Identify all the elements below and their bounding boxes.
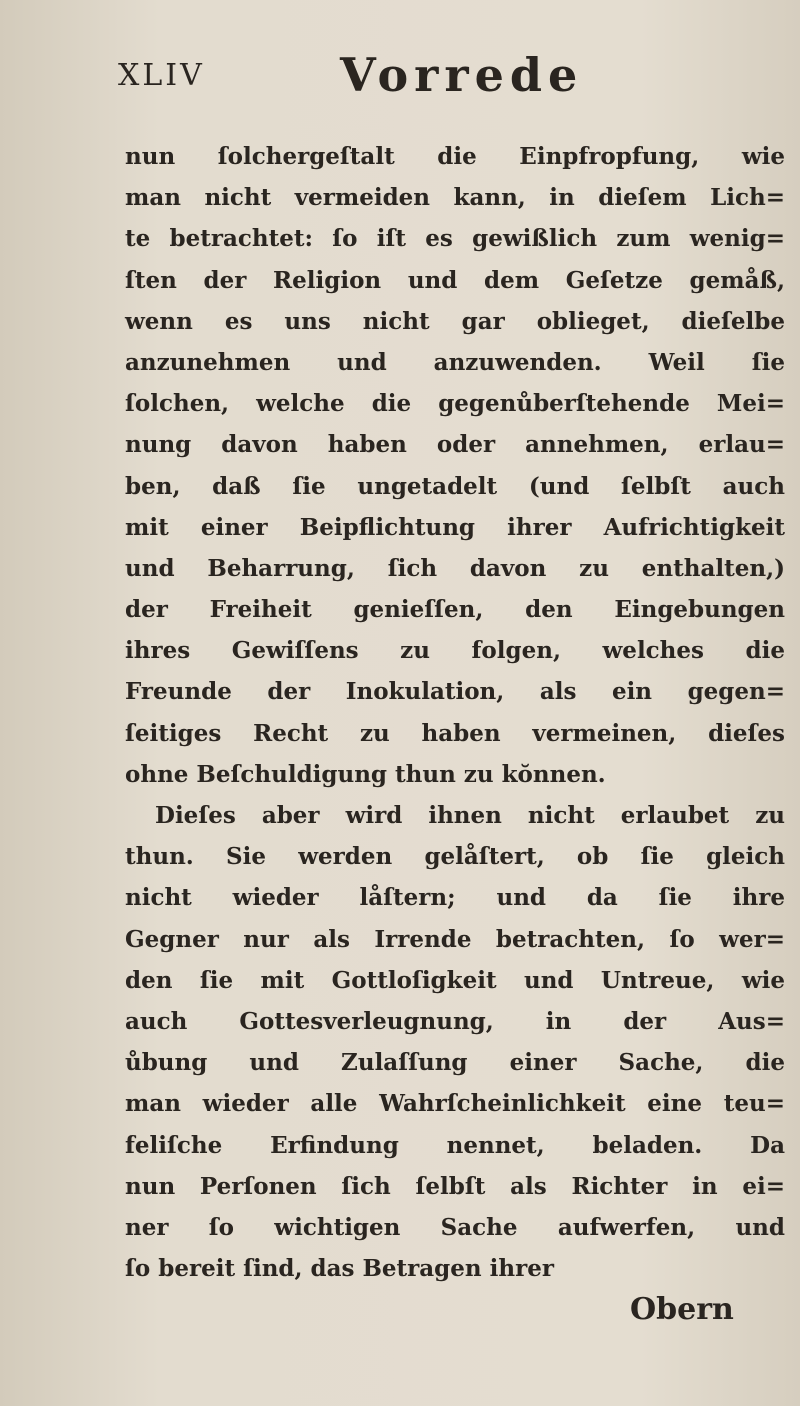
text-line: Freunde der Inokulation, als ein gegen= [125, 678, 785, 706]
text-line: Dieſes aber wird ihnen nicht erlaubet zu [155, 802, 785, 829]
text-line: ůbung und Zulaſſung einer Sache, die [125, 1049, 785, 1077]
text-line: mit einer Beipflichtung ihrer Aufrichtigkeit [125, 513, 785, 541]
running-title: Vorrede [340, 48, 584, 102]
text-line: nung davon haben oder annehmen, erlau= [125, 431, 785, 459]
text-line: auch Gottesverleugnung, in der Aus= [125, 1007, 785, 1035]
page-header [118, 48, 588, 108]
text-line: nicht wieder låſtern; und da ſie ihre [125, 884, 785, 912]
text-line: feliſche Erfindung nennet, beladen. Da [125, 1131, 785, 1159]
text-line: wenn es uns nicht gar oblieget, dieſelbe [125, 307, 785, 335]
text-line: ihres Gewiſſens zu folgen, welches die [125, 637, 785, 665]
text-line: man wieder alle Wahrſcheinlichkeit eine teu= [125, 1090, 785, 1118]
body-text [125, 136, 785, 1289]
text-line: man nicht vermeiden kann, in dieſem Lich= [125, 184, 785, 212]
text-line: nun ſolchergeſtalt die Einpfropfung, wie [125, 143, 785, 170]
text-line: Gegner nur als Irrende betrachten, ſo wer= [125, 925, 785, 953]
text-line: den ſie mit Gottloſigkeit und Untreue, wie [125, 966, 785, 994]
text-line: anzunehmen und anzuwenden. Weil ſie [125, 348, 785, 376]
text-line: ohne Beſchuldigung thun zu kŏnnen. [125, 760, 606, 788]
text-line: ner ſo wichtigen Sache aufwerfen, und [125, 1213, 785, 1241]
page-number: XLIV [118, 58, 205, 93]
text-line: ſeitiges Recht zu haben vermeinen, dieſes [125, 719, 785, 747]
text-line: ben, daß ſie ungetadelt (und ſelbſt auch [125, 472, 785, 500]
catchword: Obern [630, 1292, 734, 1327]
text-line: thun. Sie werden gelåſtert, ob ſie gleich [125, 843, 785, 871]
text-line: und Beharrung, ſich davon zu enthalten,) [125, 554, 785, 582]
text-line: der Freiheit genieſſen, den Eingebungen [125, 596, 785, 624]
text-line: nun Perſonen ſich ſelbſt als Richter in ei= [125, 1172, 785, 1200]
text-line: ſten der Religion und dem Geſetze gemåß, [125, 266, 785, 294]
text-line: ſo bereit ſind, das Betragen ihrer [125, 1255, 554, 1283]
text-line: ſolchen, welche die gegenůberſtehende Mei= [125, 390, 785, 418]
text-line: te betrachtet: ſo iſt es gewißlich zum wenig= [125, 225, 785, 253]
